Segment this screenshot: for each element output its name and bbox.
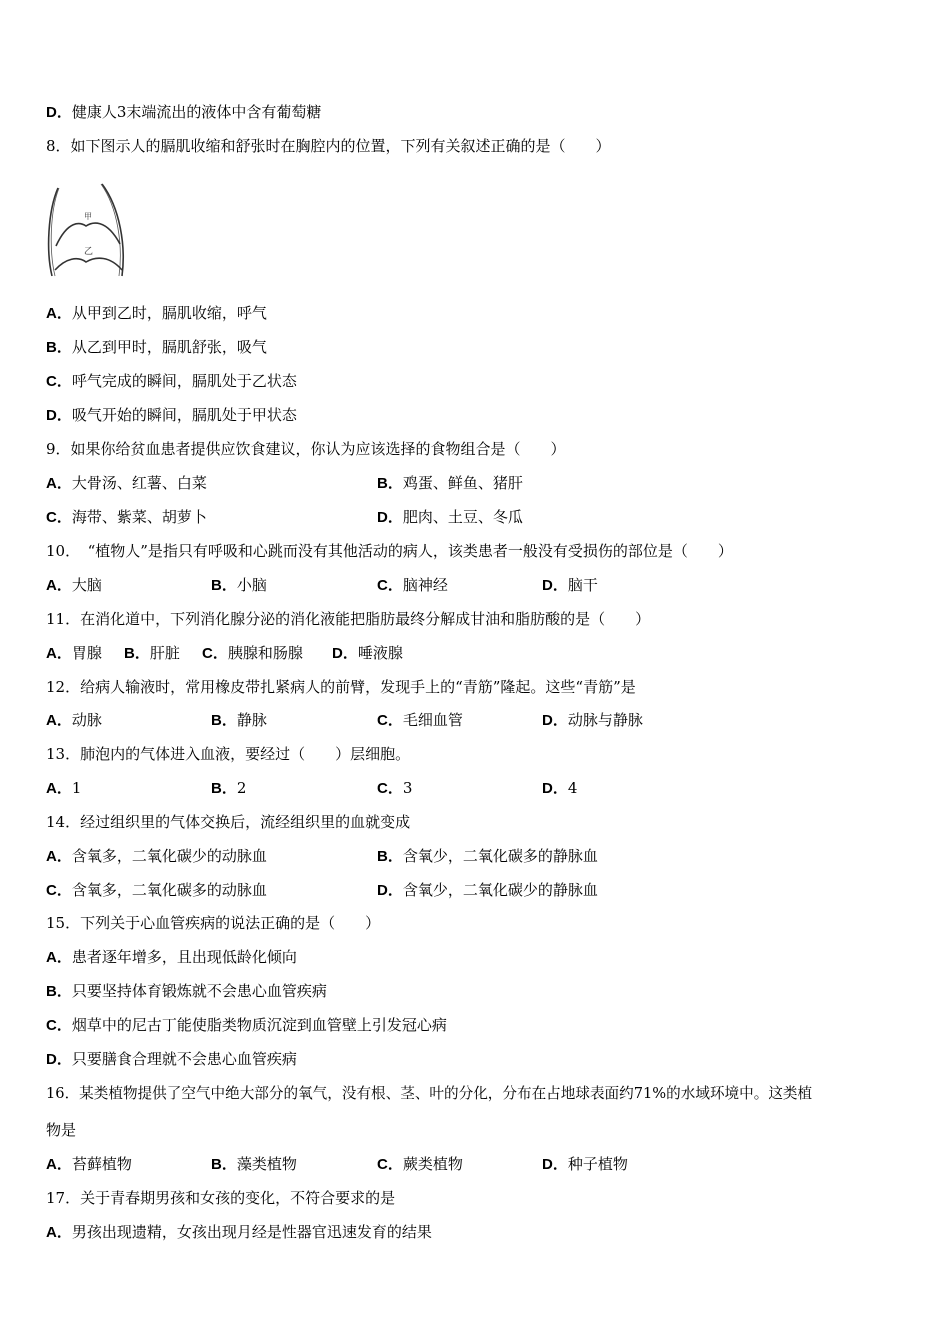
q12-stem: 12．给病人输液时，常用橡皮带扎紧病人的前臂，发现手上的“青筋”隆起。这些“青筋”是 — [46, 678, 636, 696]
q8-option-c: C．呼气完成的瞬间，膈肌处于乙状态 — [46, 372, 297, 390]
q16-option-b: B．藻类植物 — [211, 1155, 297, 1173]
q16-option-a: A．苔藓植物 — [46, 1155, 132, 1173]
q12-option-d: D．动脉与静脉 — [542, 711, 643, 729]
q15-stem: 15．下列关于心血管疾病的说法正确的是（ ） — [46, 914, 381, 932]
chest-wall-left — [49, 188, 58, 276]
q9-option-c: C．海带、紫菜、胡萝卜 — [46, 508, 207, 526]
chest-wall-left-inner — [51, 188, 59, 276]
label-yi: 乙 — [84, 247, 94, 257]
q8-option-d: D．吸气开始的瞬间，膈肌处于甲状态 — [46, 406, 297, 424]
q10-option-a: A．大脑 — [46, 576, 102, 594]
q15-option-c: C．烟草中的尼古丁能使脂类物质沉淀到血管壁上引发冠心病 — [46, 1016, 447, 1034]
q12-option-c: C．毛细血管 — [377, 711, 463, 729]
q8-option-a: A．从甲到乙时，膈肌收缩，呼气 — [46, 304, 267, 322]
q13-option-c: C．3 — [377, 779, 413, 797]
q15-option-b: B．只要坚持体育锻炼就不会患心血管疾病 — [46, 982, 327, 1000]
q11-option-a: A．胃腺 — [46, 644, 102, 662]
q7-option-d: D．健康人3末端流出的液体中含有葡萄糖 — [46, 103, 322, 121]
q11-option-d: D．唾液腺 — [332, 644, 403, 662]
q17-option-a: A．男孩出现遗精，女孩出现月经是性器官迅速发育的结果 — [46, 1223, 432, 1241]
q17-stem: 17．关于青春期男孩和女孩的变化，不符合要求的是 — [46, 1189, 396, 1207]
q14-option-a: A．含氧多，二氧化碳少的动脉血 — [46, 847, 267, 865]
q14-stem: 14．经过组织里的气体交换后，流经组织里的血就变成 — [46, 813, 411, 831]
q10-option-c: C．脑神经 — [377, 576, 448, 594]
q15-option-d: D．只要膳食合理就不会患心血管疾病 — [46, 1050, 297, 1068]
diaphragm-yi-curve — [55, 258, 122, 270]
diaphragm-jia-curve — [56, 223, 120, 246]
q10-stem: 10． “植物人”是指只有呼吸和心跳而没有其他活动的病人，该类患者一般没有受损伤的部位是（ ） — [46, 542, 733, 560]
q13-option-a: A．1 — [46, 779, 82, 797]
q9-stem: 9．如果你给贫血患者提供应饮食建议，你认为应该选择的食物组合是（ ） — [46, 440, 566, 458]
q11-option-b: B．肝脏 — [124, 644, 180, 662]
label-jia: 甲 — [84, 212, 92, 221]
q12-option-a: A．动脉 — [46, 711, 102, 729]
diaphragm-figure — [44, 176, 130, 284]
q9-option-a: A．大骨汤、红薯、白菜 — [46, 474, 207, 492]
q9-option-b: B．鸡蛋、鲜鱼、猪肝 — [377, 474, 523, 492]
q8-stem: 8．如下图示人的膈肌收缩和舒张时在胸腔内的位置，下列有关叙述正确的是（ ） — [46, 137, 611, 155]
q10-option-b: B．小脑 — [211, 576, 267, 594]
q13-option-b: B．2 — [211, 779, 247, 797]
q16-option-c: C．蕨类植物 — [377, 1155, 463, 1173]
q12-option-b: B．静脉 — [211, 711, 267, 729]
q16-stem-line2: 物是 — [46, 1121, 77, 1139]
q15-option-a: A．患者逐年增多，且出现低龄化倾向 — [46, 948, 297, 966]
q14-option-b: B．含氧少，二氧化碳多的静脉血 — [377, 847, 598, 865]
q8-option-b: B．从乙到甲时，膈肌舒张，吸气 — [46, 338, 267, 356]
q11-option-c: C．胰腺和肠腺 — [202, 644, 303, 662]
q16-option-d: D．种子植物 — [542, 1155, 628, 1173]
q13-option-d: D．4 — [542, 779, 578, 797]
q11-stem: 11．在消化道中，下列消化腺分泌的消化液能把脂肪最终分解成甘油和脂肪酸的是（ ） — [46, 610, 651, 628]
q13-stem: 13．肺泡内的气体进入血液，要经过（ ）层细胞。 — [46, 745, 411, 763]
q14-option-c: C．含氧多，二氧化碳多的动脉血 — [46, 881, 267, 899]
q14-option-d: D．含氧少，二氧化碳少的静脉血 — [377, 881, 598, 899]
q10-option-d: D．脑干 — [542, 576, 598, 594]
q9-option-d: D．肥肉、土豆、冬瓜 — [377, 508, 523, 526]
q16-stem-line1: 16．某类植物提供了空气中绝大部分的氧气，没有根、茎、叶的分化，分布在占地球表面约71%的水域环境中。这类植 — [46, 1085, 813, 1102]
